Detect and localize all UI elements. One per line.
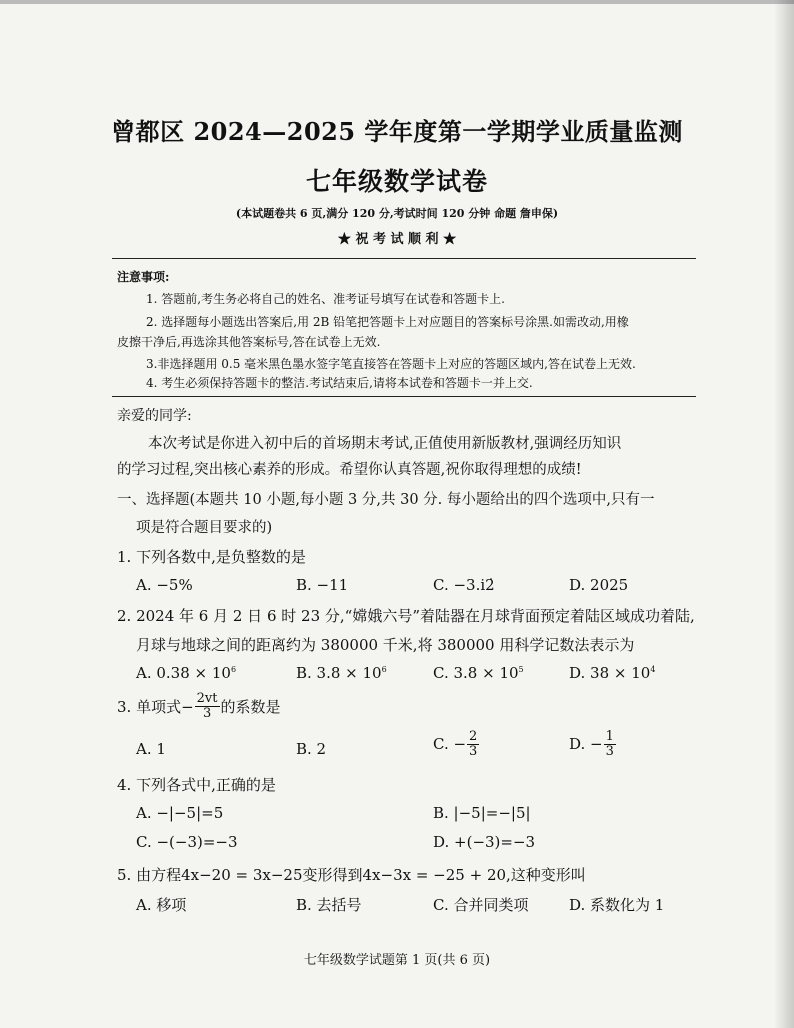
section-heading-cont: 项是符合题目要求的) — [136, 520, 273, 536]
q5-option-d: D. 系数化为 1 — [569, 896, 665, 914]
question-4-stem: 4. 下列各式中,正确的是 — [117, 776, 276, 794]
q3-d-prefix: D. − — [569, 735, 603, 754]
q2-d-base: D. 38 × 10 — [569, 664, 651, 682]
q3-stem-suffix: 的系数是 — [220, 697, 281, 716]
scan-right-edge — [774, 0, 794, 1028]
q3-option-d — [569, 730, 617, 758]
q3-fraction-denominator: 3 — [202, 705, 212, 721]
q5-option-b: B. 去括号 — [296, 896, 362, 914]
scan-top-edge — [0, 0, 794, 4]
q1-option-a: A. −5% — [136, 576, 193, 594]
q3-d-numerator: 1 — [605, 729, 614, 744]
notes-divider — [112, 396, 696, 397]
q2-a-exponent: 6 — [230, 665, 237, 674]
q4-option-c: C. −(−3)=−3 — [136, 833, 238, 851]
intro-line: 的学习过程,突出核心素养的形成。希望你认真答题,祝你取得理想的成绩! — [117, 462, 582, 478]
page-footer: 七年级数学试题第 1 页(共 6 页) — [303, 953, 491, 968]
q4-option-b: B. |−5|=−|5| — [433, 804, 531, 822]
q2-a-base: A. 0.38 × 10 — [136, 664, 231, 682]
q3-c-prefix: C. − — [433, 735, 467, 754]
exam-subtitle: 七年级数学试卷 — [305, 167, 488, 196]
q4-option-a: A. −|−5|=5 — [136, 804, 224, 822]
q2-b-base: B. 3.8 × 10 — [296, 664, 382, 682]
question-2-line1: 2. 2024 年 6 月 2 日 6 时 23 分,“嫦娥六号”着陆器在月球背面预定着陆区域成功着陆, — [117, 607, 695, 625]
q1-option-b: B. −11 — [296, 576, 349, 594]
note-item: 1. 答题前,考生务必将自己的姓名、准考证号填写在试卷和答题卡上. — [146, 292, 505, 306]
q2-option-c — [433, 664, 524, 682]
q3-option-b: B. 2 — [296, 740, 327, 758]
q2-c-exponent: 5 — [518, 665, 524, 674]
question-2-line2: 月球与地球之间的距离约为 380000 千米,将 380000 用科学记数法表示为 — [136, 636, 635, 654]
good-luck-banner: ★ 祝 考 试 顺 利 ★ — [337, 232, 457, 247]
note-item: 皮擦干净后,再选涂其他答案标号,答在试卷上无效. — [117, 335, 381, 349]
q2-d-exponent: 4 — [650, 665, 656, 674]
q3-fraction — [195, 692, 220, 720]
q2-option-a — [136, 664, 236, 682]
q3-c-numerator: 2 — [469, 729, 478, 744]
q2-option-b — [296, 664, 387, 682]
exam-info: (本试题卷共 6 页,满分 120 分,考试时间 120 分钟 命题 詹申保) — [235, 207, 559, 220]
note-item: 2. 选择题每小题选出答案后,用 2B 铅笔把答题卡上对应题目的答案标号涂黑.如需改动,用橡 — [146, 315, 629, 329]
q2-option-d — [569, 664, 655, 682]
note-item: 3.非选择题用 0.5 毫米黑色墨水签字笔直接答在答题卡上对应的答题区域内,答在试卷上无效. — [146, 357, 636, 371]
q3-d-fraction — [604, 730, 616, 758]
q2-b-exponent: 6 — [381, 665, 387, 674]
notes-title: 注意事项: — [117, 270, 170, 284]
q5-option-c: C. 合并同类项 — [433, 896, 529, 914]
q3-c-fraction — [467, 730, 479, 758]
q1-option-c: C. −3.i2̇ — [433, 576, 495, 594]
question-5-stem: 5. 由方程4x−20 = 3x−25变形得到4x−3x = −25 + 20,这种变形叫 — [117, 866, 586, 884]
note-item: 4. 考生必须保持答题卡的整洁.考试结束后,请将本试卷和答题卡一并上交. — [146, 376, 533, 390]
intro-line: 本次考试是你进入初中后的首场期末考试,正值使用新版教材,强调经历知识 — [148, 436, 622, 452]
question-1-stem: 1. 下列各数中,是负整数的是 — [117, 548, 306, 566]
q3-c-denominator: 3 — [469, 743, 478, 759]
q2-c-base: C. 3.8 × 10 — [433, 664, 519, 682]
q3-d-denominator: 3 — [605, 743, 614, 759]
q5-option-a: A. 移项 — [136, 896, 187, 914]
q3-option-a: A. 1 — [136, 740, 166, 758]
header-divider — [112, 258, 696, 259]
question-3-stem — [117, 692, 281, 720]
greeting: 亲爱的同学: — [117, 408, 192, 424]
q1-option-d: D. 2025 — [569, 576, 629, 594]
q3-fraction-numerator: 2vt — [196, 691, 218, 706]
q3-stem-prefix: 3. 单项式− — [117, 697, 194, 716]
section-heading: 一、选择题(本题共 10 小题,每小题 3 分,共 30 分. 每小题给出的四个选项中,只有一 — [117, 492, 655, 508]
exam-title: 曾都区 2024—2025 学年度第一学期学业质量监测 — [111, 117, 683, 146]
q3-option-c — [433, 730, 480, 758]
q4-option-d: D. +(−3)=−3 — [433, 833, 536, 851]
